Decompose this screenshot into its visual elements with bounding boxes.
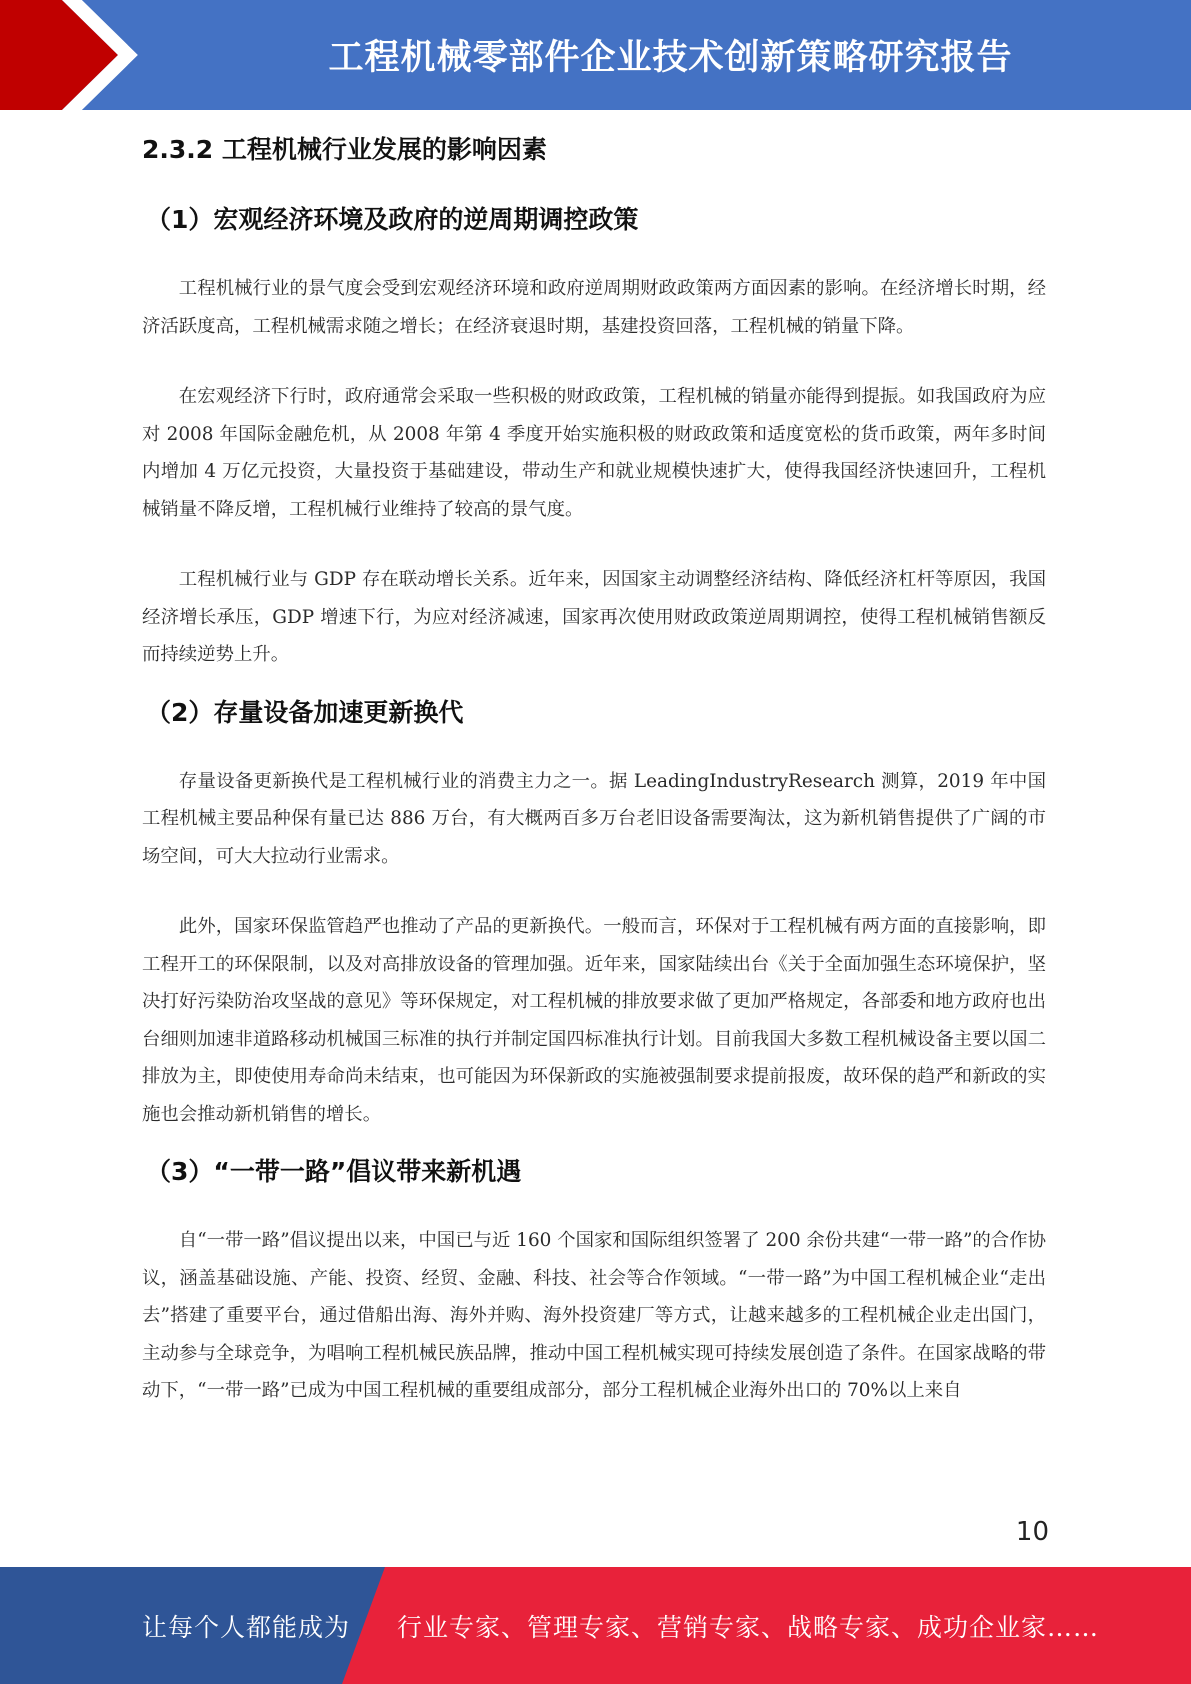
paragraph: 工程机械行业与 GDP 存在联动增长关系。近年来，因国家主动调整经济结构、降低经济杠杆等原因，我国经济增长承压，GDP 增速下行，为应对经济减速，国家再次使用财政政策逆周期调控，使得工程机械销售额反而持续逆势上升。 (142, 569, 1046, 665)
footer-slogan-left: 让每个人都能成为 (142, 1612, 351, 1642)
paragraph: 存量设备更新换代是工程机械行业的消费主力之一。据 LeadingIndustryResearch 测算，2019 年中国工程机械主要品种保有量已达 886 万台，有大概两百多万台老旧设备需要淘汰，这为新机销售提供了广阔的市场空间，可大大拉动行业需求。 (142, 770, 1046, 867)
page-number: 10 (1015, 1517, 1049, 1547)
paragraph: 在宏观经济下行时，政府通常会采取一些积极的财政政策，工程机械的销量亦能得到提振。如我国政府为应对 2008 年国际金融危机，从 2008 年第 4 季度开始实施积极的财政政策和适度宽松的货币政策，两年多时间内增加 4 万亿元投资，大量投资于基础建设，带动生产和就业规模快速扩大，使得我国经济快速回升，工程机械销量不降反增，工程机械行业维持了较高的景气度。 (142, 386, 1046, 520)
paragraph: 自“一带一路”倡议提出以来，中国已与近 160 个国家和国际组织签署了 200 余份共建“一带一路”的合作协议，涵盖基础设施、产能、投资、经贸、金融、科技、社会等合作领域。“一带一路”为中国工程机械企业“走出去”搭建了重要平台，通过借船出海、海外并购、海外投资建厂等方式，让越来越多的工程机械企业走出国门，主动参与全球竞争，为唱响工程机械民族品牌，推动中国工程机械实现可持续发展创造了条件。在国家战略的带动下，“一带一路”已成为中国工程机械的重要组成部分，部分工程机械企业海外出口的 70%以上来自 (142, 1230, 1046, 1401)
footer-slogan-right: 行业专家、管理专家、营销专家、战略专家、成功企业家…… (397, 1612, 1100, 1642)
subsection-heading-2: （2）存量设备加速更新换代 (146, 697, 464, 727)
subsection-heading-1: （1）宏观经济环境及政府的逆周期调控政策 (146, 205, 639, 234)
subsection-heading-3: （3）“一带一路”倡议带来新机遇 (146, 1157, 522, 1186)
section-heading: 2.3.2 工程机械行业发展的影响因素 (142, 135, 547, 164)
paragraph: 工程机械行业的景气度会受到宏观经济环境和政府逆周期财政政策两方面因素的影响。在经济增长时期，经济活跃度高，工程机械需求随之增长；在经济衰退时期，基建投资回落，工程机械的销量下降。 (142, 278, 1046, 337)
header-chevron-icon (0, 0, 150, 110)
page-content (142, 128, 1046, 1410)
page-header (0, 0, 1191, 110)
paragraph: 此外，国家环保监管趋严也推动了产品的更新换代。一般而言，环保对于工程机械有两方面的直接影响，即工程开工的环保限制，以及对高排放设备的管理加强。近年来，国家陆续出台《关于全面加强生态环境保护，坚决打好污染防治攻坚战的意见》等环保规定，对工程机械的排放要求做了更加严格规定，各部委和地方政府也出台细则加速非道路移动机械国三标准的执行并制定国四标准执行计划。目前我国大多数工程机械设备主要以国二排放为主，即使使用寿命尚未结束，也可能因为环保新政的实施被强制要求提前报废，故环保的趋严和新政的实施也会推动新机销售的增长。 (142, 916, 1046, 1125)
page-footer (0, 1567, 1191, 1684)
report-title: 工程机械零部件企业技术创新策略研究报告 (328, 38, 1013, 78)
